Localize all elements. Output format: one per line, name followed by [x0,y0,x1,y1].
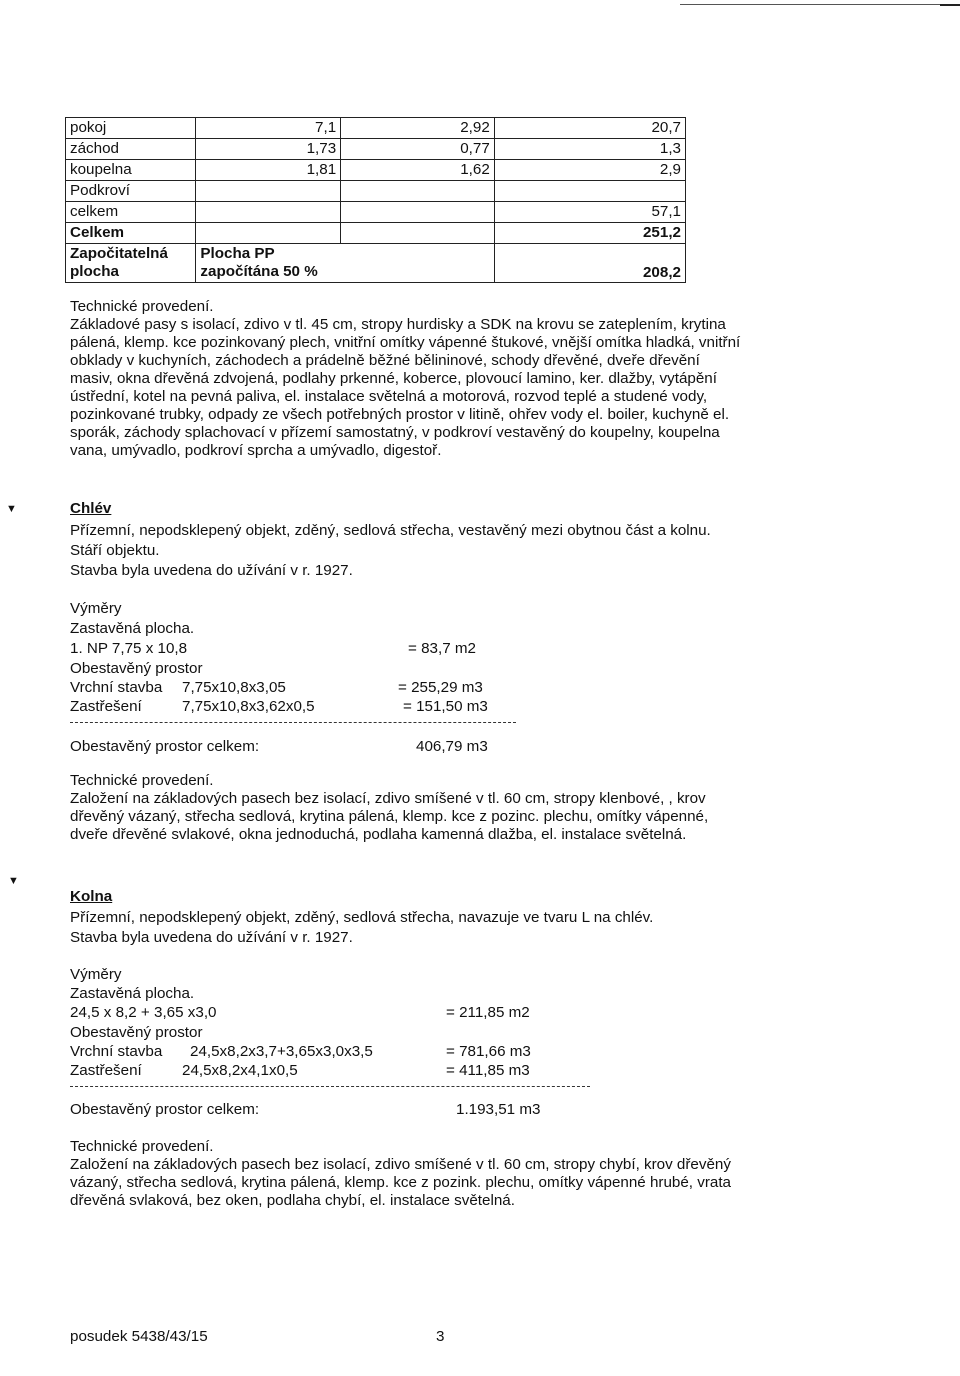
chlev-np-formula: 1. NP 7,75 x 10,8 [70,640,188,657]
kolna-sum-divider [70,1086,590,1087]
chlev-np-value: = 83,7 m2 [408,640,476,657]
cell-b: 0,77 [341,139,495,160]
kolna-tech-line: vázaný, střecha sedlová, krytina pálená, klemp. kce z pozink. plechu, omítky vápenné hrubé, vrata [70,1174,732,1191]
kolna-area-value: = 211,85 m2 [446,1004,530,1021]
kolna-zastreseni-value: = 411,85 m3 [446,1062,530,1079]
cell-a: 7,1 [196,118,341,139]
table-row [66,160,686,181]
chlev-tech-line: dveře dřevěné svlakové, okna jednoduchá, podlaha kamenná dlažba, el. instalace světelná. [70,826,687,843]
chlev-zastavena: Zastavěná plocha. [70,620,195,637]
chlev-zastreseni-value: = 151,50 m3 [403,698,488,715]
margin-arrow-icon: ▼ [6,503,17,515]
cell-c: 2,9 [494,160,685,181]
chlev-vymery: Výměry [70,600,122,617]
chlev-vrchni-value: = 255,29 m3 [398,679,483,696]
top-rule-dark [940,4,960,6]
house-tech-line: pálená, klemp. kce pozinkovaný plech, vnitřní omítky vápenné štukové, vnější omítka hladká, vnitřní [70,334,741,351]
kolna-tech-line: Založení na základových pasech bez isolací, zdivo smíšené v tl. 60 cm, stropy chybí, krov dřevěný [70,1156,731,1173]
kolna-vrchni-value: = 781,66 m3 [446,1043,531,1060]
house-tech-line: obklady v kuchyních, záchodech a prádelně běžné bělininové, schody dřevěné, dveře dřevění [70,352,700,369]
chlev-vrchni-label: Vrchní stavba [70,679,163,696]
kolna-zastreseni-label: Zastřešení [70,1062,142,1079]
chlev-tech-line: dřevěný vázaný, střecha sedlová, krytina pálená, klemp. kce z pozinc. plechu, omítky vápenné, [70,808,709,825]
cell-c: 1,3 [494,139,685,160]
chlev-heading: Chlév [70,500,112,517]
chlev-desc: Přízemní, nepodsklepený objekt, zděný, sedlová střecha, vestavěný mezi obytnou část a kolnu. [70,522,711,539]
cell-c: 251,2 [494,223,685,244]
top-rule [680,4,960,5]
cell-a: 1,73 [196,139,341,160]
kolna-year: Stavba byla uvedena do užívání v r. 1927. [70,929,353,946]
countable-label-line1: Započitatelná [70,245,168,262]
cell-a [196,223,341,244]
room-name: pokoj [66,118,196,139]
house-tech-title: Technické provedení. [70,298,214,315]
area-table [65,117,686,283]
house-tech-line: pozinkované trubky, odpady ze všech potřebných prostor v litině, ohřev vody el. boiler, kuchyně el. [70,406,730,423]
kolna-desc: Přízemní, nepodsklepený objekt, zděný, sedlová střecha, navazuje ve tvaru L na chlév. [70,909,654,926]
chlev-zastreseni-formula: 7,75x10,8x3,62x0,5 [182,698,315,715]
kolna-zastreseni-formula: 24,5x8,2x4,1x0,5 [182,1062,298,1079]
kolna-obestaveny: Obestavěný prostor [70,1024,203,1041]
table-row [66,181,686,202]
kolna-total-value: 1.193,51 m3 [456,1101,541,1118]
cell-a [196,202,341,223]
countable-value: 208,2 [494,244,685,283]
table-row-countable [66,244,686,283]
cell-b [341,181,495,202]
kolna-vrchni-label: Vrchní stavba [70,1043,163,1060]
room-name: Celkem [66,223,196,244]
kolna-zastavena: Zastavěná plocha. [70,985,195,1002]
chlev-vrchni-formula: 7,75x10,8x3,05 [182,679,286,696]
house-tech-line: ústřední, kotel na pevná paliva, el. instalace světelná a motorová, rozvod teplé a studené vody, [70,388,708,405]
kolna-tech-line: dřevěná svlaková, bez oken, podlaha chybí, el. instalace světelná. [70,1192,515,1209]
house-tech-section [70,298,812,460]
countable-note [196,244,494,283]
chlev-tech-title: Technické provedení. [70,772,214,789]
chlev-year: Stavba byla uvedena do užívání v r. 1927. [70,562,353,579]
room-name: Podkroví [66,181,196,202]
footer-doc-id: posudek 5438/43/15 [70,1328,208,1345]
chlev-total-label: Obestavěný prostor celkem: [70,738,260,755]
house-tech-line: vana, umývadlo, podkroví sprcha a umývadlo, digestoř. [70,442,442,459]
footer-page-number: 3 [436,1328,445,1345]
kolna-tech-section [70,1138,812,1210]
cell-b: 2,92 [341,118,495,139]
room-name: koupelna [66,160,196,181]
kolna-vymery: Výměry [70,966,122,983]
table-row-total [66,223,686,244]
countable-label-line2: plocha [70,263,119,280]
chlev-sum-divider [70,722,516,723]
countable-label [66,244,196,283]
kolna-area-formula: 24,5 x 8,2 + 3,65 x3,0 [70,1004,217,1021]
kolna-heading: Kolna [70,888,113,905]
cell-c [494,181,685,202]
cell-b: 1,62 [341,160,495,181]
room-name: záchod [66,139,196,160]
room-name: celkem [66,202,196,223]
chlev-tech-section [70,772,812,844]
table-row [66,202,686,223]
chlev-total-value: 406,79 m3 [416,738,488,755]
kolna-vrchni-formula: 24,5x8,2x3,7+3,65x3,0x3,5 [190,1043,373,1060]
countable-note-line1: Plocha PP [200,245,275,262]
table-row [66,118,686,139]
kolna-tech-title: Technické provedení. [70,1138,214,1155]
chlev-tech-line: Založení na základových pasech bez isolací, zdivo smíšené v tl. 60 cm, stropy klenbové, , krov [70,790,706,807]
chlev-zastreseni-label: Zastřešení [70,698,142,715]
chlev-age: Stáří objektu. [70,542,160,559]
cell-c: 57,1 [494,202,685,223]
house-tech-line: sporák, záchody splachovací v přízemí samostatný, v podkroví vestavěný do koupelny, koupelna [70,424,720,441]
house-tech-line: masiv, okna dřevěná zdvojená, podlahy prkenné, koberce, plovoucí lamino, ker. dlažby, vytápění [70,370,717,387]
house-tech-line: Základové pasy s isolací, zdivo v tl. 45 cm, stropy hurdisky a SDK na krovu se zateplením, krytina [70,316,726,333]
cell-a [196,181,341,202]
table-row [66,139,686,160]
chlev-obestaveny: Obestavěný prostor [70,660,203,677]
countable-note-line2: započítána 50 % [200,263,318,280]
kolna-total-label: Obestavěný prostor celkem: [70,1101,260,1118]
cell-b [341,202,495,223]
cell-c: 20,7 [494,118,685,139]
margin-arrow-icon: ▼ [8,875,19,887]
cell-b [341,223,495,244]
cell-a: 1,81 [196,160,341,181]
